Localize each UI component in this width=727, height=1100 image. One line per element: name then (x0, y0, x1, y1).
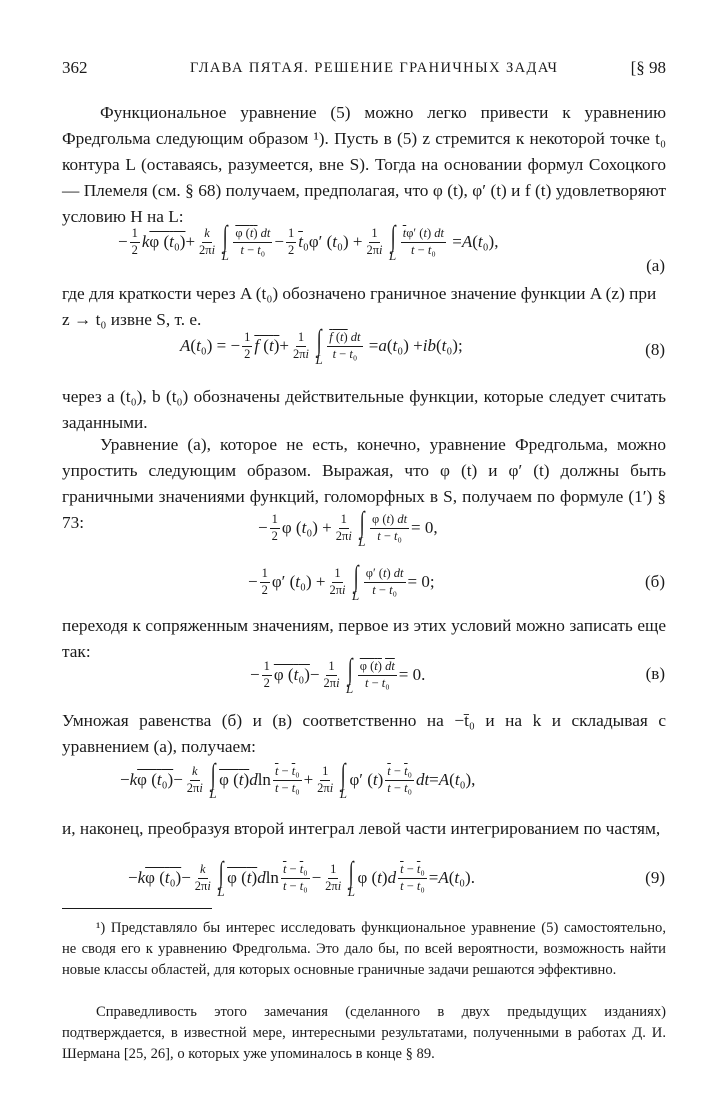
page-number: 362 (62, 58, 88, 77)
formula-b2: − $\frac{1}{2}$ φ′ ( t ₀) + $\frac{1}{2\pi i}$ ∫ L $\frac{\varphi' (t) dt}{\text{t − t₀}}$ = 0; (248, 560, 435, 603)
formula-combined: − k φ (t₀) − $\frac{k}{2\pi i}$ ∫ L φ (t) d ln $\frac{\overline{t} - \overline{t}_0}{\text{t − t₀}}$ + $\frac{1}{2\pi i}$ ∫ L φ′ ( t ) $\frac{\overline{t} - \overline{t}_0}{\text{t − t₀}}$ dt = A ( t ₀), (120, 758, 476, 801)
paragraph-6: Умножая равенства (б) и (в) соответственно на −t̄₀ и на k и складывая с уравнением (а), получаем: (62, 711, 666, 756)
footnote-1: ¹) Представляло бы интерес исследовать функциональное уравнение (5) самостоятельно, не сводя его к уравнению Фредгольма. Это дало бы, по всей вероятности, возможность найти новые классы областей, для которых основные граничные задачи решаются эффективно. (62, 920, 666, 978)
formula-b1: − $\frac{1}{2}$ φ ( t ₀) + $\frac{1}{2\pi i}$ ∫ L $\frac{\varphi (t) dt}{\text{t − t₀}}$ = 0, (258, 506, 438, 549)
equation-label-v: (в) (645, 664, 665, 683)
paragraph-5: переходя к сопряженным значениям, первое из этих условий можно записать еще так: (62, 616, 666, 661)
formula-8: A ( t ₀) = − $\frac{1}{2}$ f (t) + $\frac{1}{2\pi i}$ ∫ L $\frac{f (t) dt}{\text{t − t₀}}$ = a ( t ₀) + ib ( t ₀); (180, 324, 463, 367)
equation-label-8: (8) (645, 340, 665, 359)
paragraph-4: Уравнение (а), которое не есть, конечно, уравнение Фредгольма, можно упростить следующим образом. Выражая, что φ (t) и φ′ (t) должны быть граничными значениями функций, голоморфных в S, получаем по формуле (1′) § 73: (62, 435, 666, 532)
chapter-title: ГЛАВА ПЯТАЯ. РЕШЕНИЕ ГРАНИЧНЫХ ЗАДАЧ (190, 60, 559, 76)
footnote-divider (62, 908, 212, 909)
paragraph-7: и, наконец, преобразуя второй интеграл левой части интегрированием по частям, (62, 819, 661, 838)
formula-a: − $\frac{1}{2}$ k φ (t₀) + $\frac{k}{2\pi i}$ ∫ L $\frac{\varphi (t) dt}{\text{t − t₀}}$ − $\frac{1}{2}$ $\overline{t}$ ₀φ′ ( t ₀) + $\frac{1}{2\pi i}$ ∫ L $\frac{\overline{t}\varphi' (t) dt}{\text{t − t₀}}$ = A ( t ₀), (118, 220, 499, 263)
paragraph-3: через a (t₀), b (t₀) обозначены действительные функции, которые следует считать заданными. (62, 387, 666, 432)
paragraph-1: Функциональное уравнение (5) можно легко привести к уравнению Фредгольма следующим образом ¹). Пусть в (5) z стремится к некоторой точке t₀ контура L (оставаясь, разумеется, вне S). Тогда на основании формул Сохоцкого — Племеля (см. § 68) получаем, предполагая, что φ (t), φ′ (t) и f (t) удовлетворяют условию H на L: (62, 103, 666, 226)
footnote-1-continuation: Справедливость этого замечания (сделанного в двух предыдущих изданиях) подтверждается, в известной мере, интересными результатами, полученными в работах Д. И. Шермана [25, 26], о которых уже упоминалось в конце § 89. (62, 1004, 666, 1062)
formula-9: − k φ (t₀) − $\frac{k}{2\pi i}$ ∫ L φ (t) d ln $\frac{\overline{t} - \overline{t}_0}{\text{t − t₀}}$ − $\frac{1}{2\pi i}$ ∫ L φ ( t ) d $\frac{\overline{t} - \overline{t}_0}{\text{t − t₀}}$ = A ( t ₀). (128, 856, 475, 899)
equation-label-b: (б) (645, 572, 665, 591)
running-header (62, 58, 666, 82)
section-marker: [§ 98 (630, 58, 666, 77)
equation-label-a: (а) (646, 256, 665, 275)
paragraph-2: где для краткости через A (t₀) обозначено граничное значение функции A (z) при z → t₀ извне S, т. е. (62, 284, 657, 329)
equation-label-9: (9) (645, 868, 665, 887)
formula-v: − $\frac{1}{2}$ φ (t₀) − $\frac{1}{2\pi i}$ ∫ L $\frac{\varphi (t) \overline{dt}}{\overline{t} - \overline{t}_0}$ = 0. (250, 653, 426, 696)
